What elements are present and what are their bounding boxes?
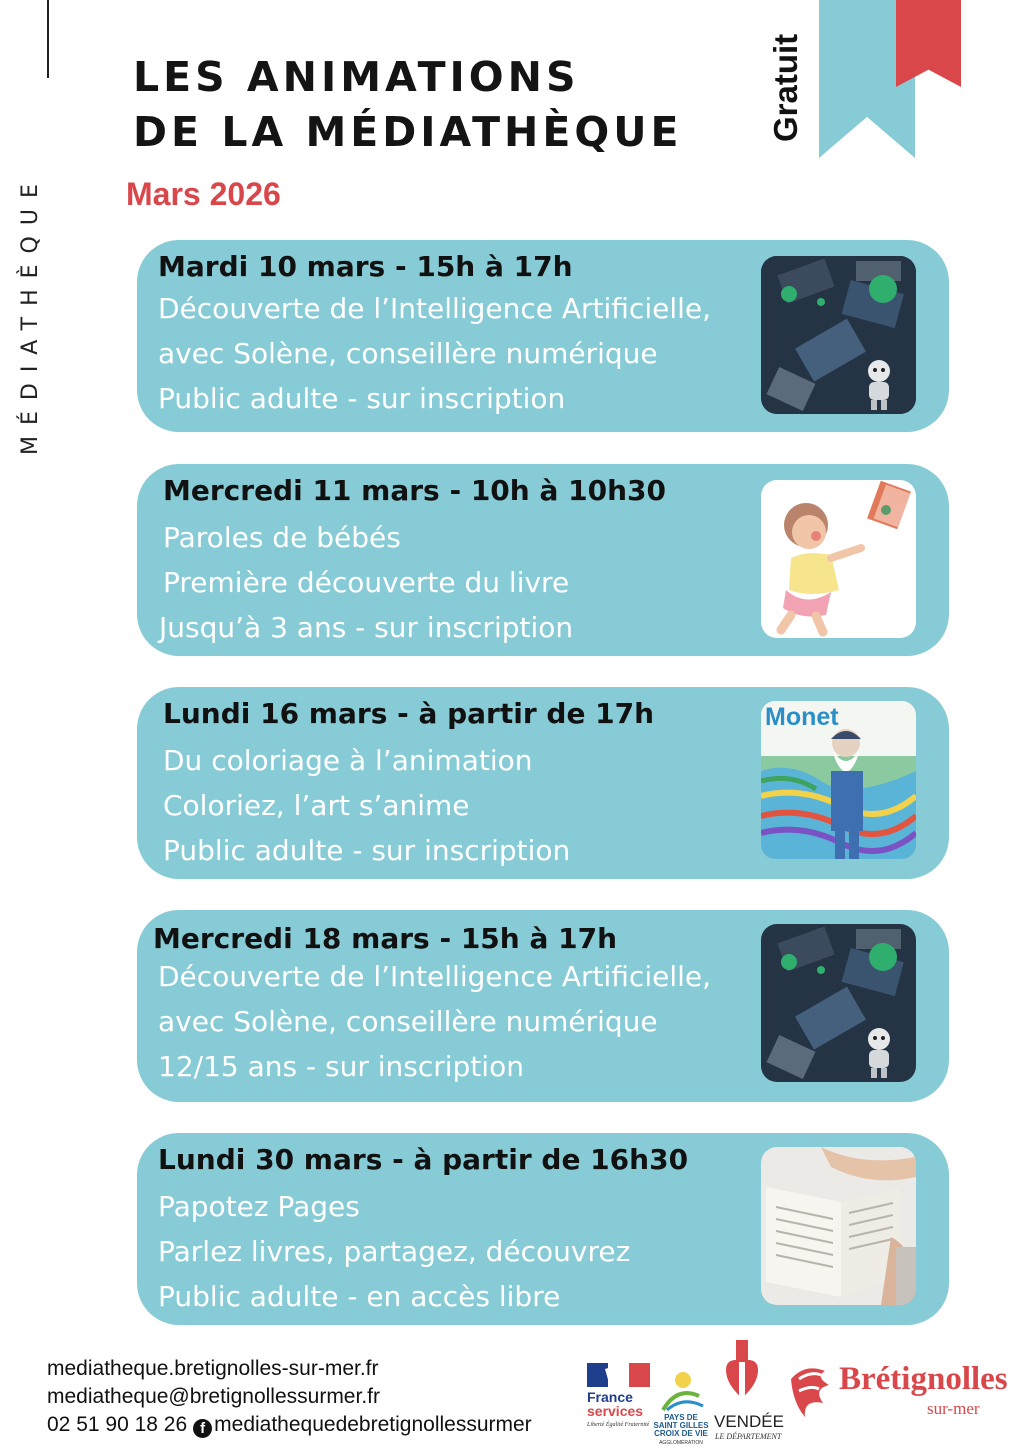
france-services-motto: Liberté Égalité Fraternité: [587, 1422, 650, 1428]
event-description: avec Solène, conseillère numérique: [158, 1005, 658, 1038]
event-description: Paroles de bébés: [163, 521, 401, 554]
event-card-2: [137, 464, 949, 656]
event-date: Lundi 30 mars - à partir de 16h30: [158, 1143, 689, 1176]
france-services-line1: France: [587, 1389, 633, 1405]
bretignolles-logo: [785, 1355, 1010, 1435]
event-card-4: [137, 910, 949, 1102]
event-card-1: [137, 240, 949, 432]
pays-line1: PAYS DE: [664, 1413, 698, 1422]
event-date: Lundi 16 mars - à partir de 17h: [163, 697, 655, 730]
vendee-sub: LE DÉPARTEMENT: [715, 1432, 782, 1441]
vendee-name: VENDÉE: [714, 1412, 784, 1431]
event-description: Coloriez, l’art s’anime: [163, 789, 470, 822]
pays-line3: CROIX DE VIE: [654, 1429, 708, 1438]
website-link[interactable]: mediatheque.bretignolles-sur-mer.fr: [47, 1357, 379, 1380]
france-services-logo: [584, 1360, 654, 1442]
event-description: Papotez Pages: [158, 1190, 360, 1223]
event-card-5: [137, 1133, 949, 1325]
robot-desk-image: [761, 256, 916, 414]
bretignolles-name: Brétignolles: [839, 1361, 1008, 1397]
marianne-flag-icon: [587, 1363, 650, 1387]
event-audience: Public adulte - sur inscription: [158, 382, 566, 415]
baby-book-illustration: [761, 480, 916, 638]
facebook-handle[interactable]: mediathequedebretignollessurmer: [214, 1413, 532, 1436]
event-date: Mercredi 11 mars - 10h à 10h30: [163, 474, 666, 507]
email-link[interactable]: mediatheque@bretignollessurmer.fr: [47, 1385, 380, 1408]
monet-cover: [761, 701, 916, 859]
event-description: Parlez livres, partagez, découvrez: [158, 1235, 631, 1268]
ribbon-accent: [896, 0, 961, 87]
robot-desk-image: [761, 924, 916, 1082]
bretignolles-sub: sur-mer: [927, 1399, 980, 1418]
side-divider: [47, 0, 49, 78]
phone-number: 02 51 90 18 26: [47, 1413, 188, 1436]
robot-desk-illustration: [761, 256, 916, 414]
robot-desk-illustration: [761, 924, 916, 1082]
event-date: Mardi 10 mars - 15h à 17h: [158, 250, 573, 283]
pays-sun-icon: [653, 1366, 709, 1412]
side-label: MÉDIATHÈQUE: [18, 173, 43, 455]
facebook-icon: f: [193, 1419, 212, 1438]
event-description: avec Solène, conseillère numérique: [158, 337, 658, 370]
baby-book-drawing: [761, 480, 916, 638]
event-description: Du coloriage à l’animation: [163, 744, 533, 777]
free-label: Gratuit: [767, 33, 804, 142]
phone-facebook-row: [47, 1411, 532, 1439]
france-services-line2: services: [587, 1403, 644, 1419]
event-card-3: [137, 687, 949, 879]
monet-cover-art: [761, 701, 916, 859]
event-description: Découverte de l’Intelligence Artificielle,: [158, 292, 712, 325]
event-date: Mercredi 18 mars - 15h à 17h: [153, 922, 618, 955]
vendee-heart-icon: [712, 1340, 782, 1410]
event-audience: Public adulte - sur inscription: [163, 834, 571, 867]
pays-saint-gilles-logo: [653, 1366, 709, 1446]
event-description: Découverte de l’Intelligence Artificielle,: [158, 960, 712, 993]
title-line-1: LES ANIMATIONS: [133, 53, 580, 101]
contact-block: [47, 1355, 532, 1439]
reading-book-picture: [761, 1147, 916, 1305]
vendee-logo: [712, 1340, 782, 1445]
pays-sub: AGGLOMÉRATION: [659, 1440, 703, 1446]
event-description: Première découverte du livre: [163, 566, 570, 599]
page-title: [133, 50, 683, 160]
title-line-2: DE LA MÉDIATHÈQUE: [133, 108, 683, 156]
event-audience: 12/15 ans - sur inscription: [158, 1050, 524, 1083]
event-audience: Public adulte - en accès libre: [158, 1280, 561, 1313]
reading-book-photo: [761, 1147, 916, 1305]
event-audience: Jusqu’à 3 ans - sur inscription: [159, 611, 574, 644]
pays-line2: SAINT GILLES: [653, 1421, 709, 1430]
month-label: Mars 2026: [126, 176, 281, 212]
monet-cover-title: Monet: [765, 703, 839, 731]
bretignolles-emblem-icon: [785, 1359, 845, 1429]
